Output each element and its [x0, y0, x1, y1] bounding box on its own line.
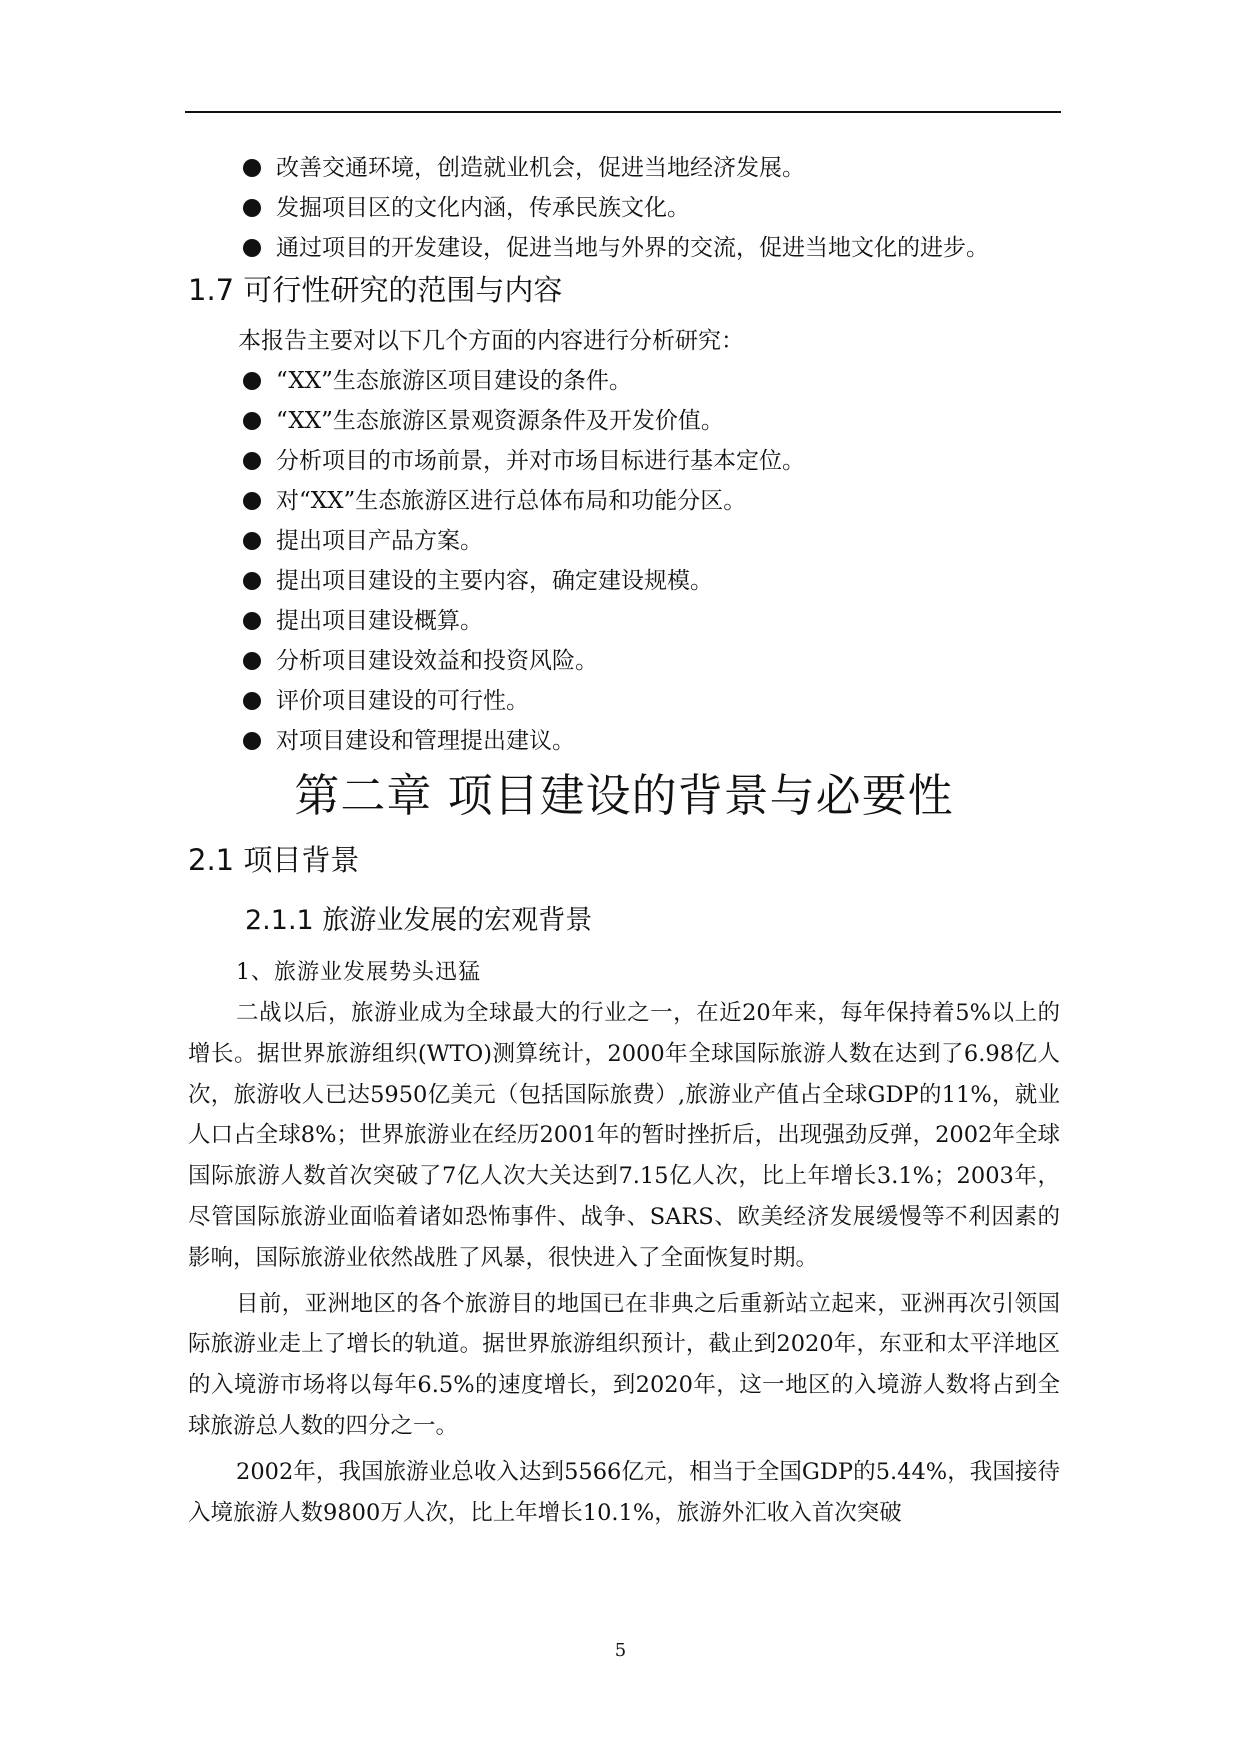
- list-item: 改善交通环境，创造就业机会，促进当地经济发展。: [188, 148, 1060, 188]
- list-item: 发掘项目区的文化内涵，传承民族文化。: [188, 188, 1060, 228]
- body-paragraph: 二战以后，旅游业成为全球最大的行业之一，在近20年来，每年保持着5%以上的增长。据世界旅游组织(WTO)测算统计，2000年全球国际旅游人数在达到了6.98亿人次，旅游收人已达5950亿美元（包括国际旅费）,旅游业产值占全球GDP的11%，就业人口占全球8%；世界旅游业在经历2001年的暂时挫折后，出现强劲反弹，2002年全球国际旅游人数首次突破了7亿人次大关达到7.15亿人次，比上年增长3.1%；2003年，尽管国际旅游业面临着诸如恐怖事件、战争、SARS、欧美经济发展缓慢等不利因素的影响，国际旅游业依然战胜了风暴，很快进入了全面恢复时期。: [188, 1000, 1060, 1271]
- bullet-icon: [243, 239, 261, 257]
- section-heading-2-1: 2.1 项目背景: [188, 843, 360, 877]
- header-rule: [185, 111, 1061, 113]
- list-item: 通过项目的开发建设，促进当地与外界的交流，促进当地文化的进步。: [188, 228, 1060, 268]
- list-item: 提出项目建设概算。: [188, 601, 1060, 641]
- numbered-item-heading: 1、旅游业发展势头迅猛: [236, 960, 481, 985]
- list-item: “XX”生态旅游区景观资源条件及开发价值。: [188, 401, 1060, 441]
- body-paragraph: 目前，亚洲地区的各个旅游目的地国已在非典之后重新站立起来，亚洲再次引领国际旅游业走上了增长的轨道。据世界旅游组织预计，截止到2020年，东亚和太平洋地区的入境游市场将以每年6.5%的速度增长，到2020年，这一地区的入境游人数将占到全球旅游总人数的四分之一。: [188, 1290, 1060, 1439]
- list-item: 分析项目建设效益和投资风险。: [188, 641, 1060, 681]
- page-number: 5: [614, 1640, 627, 1661]
- list-item: 对项目建设和管理提出建议。: [188, 721, 1060, 761]
- bullet-icon: [243, 612, 261, 630]
- bullet-icon: [243, 732, 261, 750]
- list-item: 分析项目的市场前景，并对市场目标进行基本定位。: [188, 441, 1060, 481]
- list-item: 提出项目产品方案。: [188, 521, 1060, 561]
- section-heading-1-7: 1.7 可行性研究的范围与内容: [188, 273, 563, 307]
- list-item: “XX”生态旅游区项目建设的条件。: [188, 361, 1060, 401]
- list-item: 评价项目建设的可行性。: [188, 681, 1060, 721]
- bullet-icon: [243, 652, 261, 670]
- bullet-icon: [243, 692, 261, 710]
- bullet-icon: [243, 492, 261, 510]
- chapter-title: 第二章 项目建设的背景与必要性: [294, 769, 954, 822]
- bullet-icon: [243, 412, 261, 430]
- page-content: [188, 148, 1060, 1533]
- bullet-icon: [243, 532, 261, 550]
- list-item: 对“XX”生态旅游区进行总体布局和功能分区。: [188, 481, 1060, 521]
- subsection-heading-2-1-1: 2.1.1 旅游业发展的宏观背景: [245, 905, 593, 936]
- list-item: 提出项目建设的主要内容，确定建设规模。: [188, 561, 1060, 601]
- body-paragraph: 2002年，我国旅游业总收入达到5566亿元，相当于全国GDP的5.44%，我国接待入境旅游人数9800万人次，比上年增长10.1%，旅游外汇收入首次突破: [188, 1458, 1060, 1526]
- section-intro: 本报告主要对以下几个方面的内容进行分析研究：: [238, 328, 744, 354]
- bullet-icon: [243, 199, 261, 217]
- bullet-icon: [243, 572, 261, 590]
- bullet-icon: [243, 372, 261, 390]
- bullet-icon: [243, 159, 261, 177]
- bullet-icon: [243, 452, 261, 470]
